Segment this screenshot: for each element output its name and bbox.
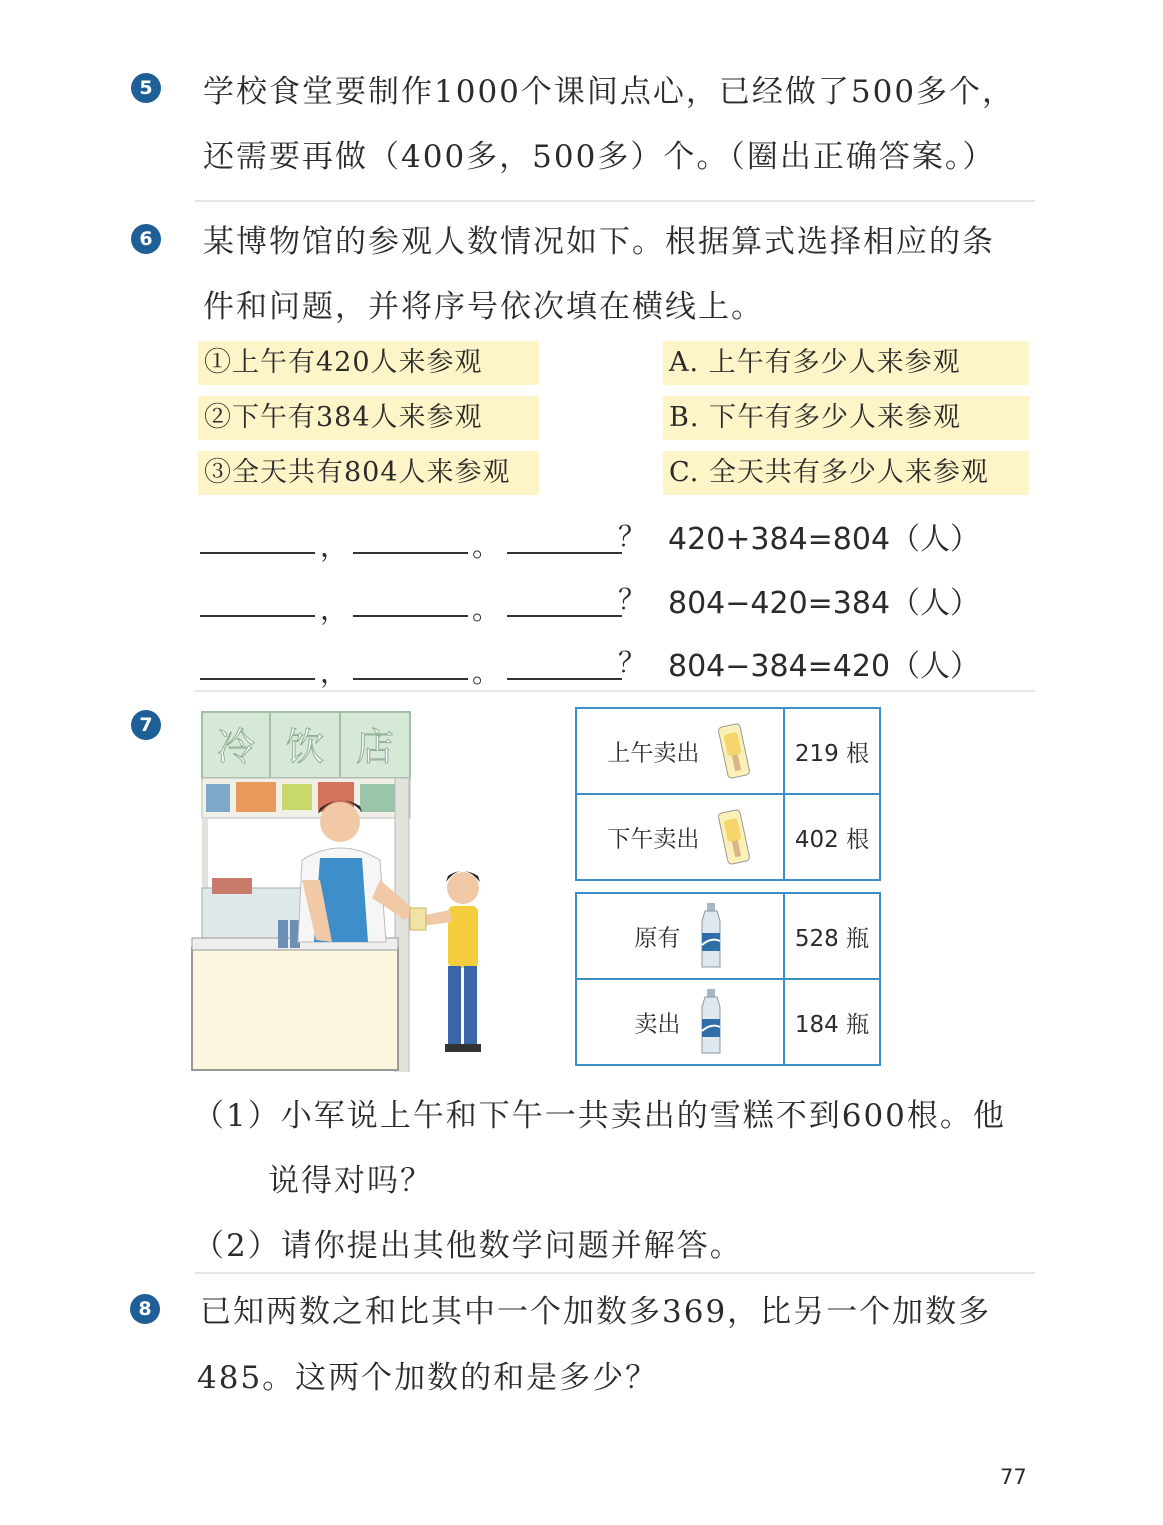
answer-blank[interactable] <box>507 615 622 617</box>
table-row <box>576 893 880 979</box>
question-b: B. 下午有多少人来参观 <box>663 396 1029 440</box>
question-5-line-1: 学校食堂要制作1000个课间点心，已经做了500多个， <box>203 74 1016 110</box>
equation-3: 804−384=420（人） <box>668 649 981 684</box>
ice-cream-bar-icon <box>715 721 753 781</box>
question-5-line-2: 还需要再做（400多，500多）个。（圈出正确答案。） <box>203 139 996 175</box>
value-cell: 402 根 <box>784 794 880 880</box>
answer-blank[interactable] <box>200 552 315 554</box>
row-label: 上午卖出 <box>607 740 700 767</box>
row-label: 卖出 <box>634 1011 681 1038</box>
shop-sign-char: 饮 <box>285 725 325 769</box>
question-a: A. 上午有多少人来参观 <box>663 341 1029 385</box>
divider <box>195 690 1035 692</box>
row-label: 下午卖出 <box>607 826 700 853</box>
equation-1: 420+384=804（人） <box>668 522 981 557</box>
answer-blank[interactable] <box>353 615 468 617</box>
answer-blank[interactable] <box>200 678 315 680</box>
water-bottle-icon <box>696 987 726 1057</box>
question-5-badge: 5 <box>131 73 161 103</box>
question-mark: ？ <box>618 520 647 553</box>
question-8-line-1: 已知两数之和比其中一个加数多369，比另一个加数多 <box>200 1294 992 1330</box>
divider <box>195 200 1035 202</box>
equation-2: 804−420=384（人） <box>668 586 981 621</box>
period: 。 <box>472 656 501 689</box>
question-6-badge: 6 <box>131 224 161 254</box>
shop-sign-char: 店 <box>355 725 395 769</box>
water-bottle-icon <box>696 901 726 971</box>
question-mark: ？ <box>618 583 647 616</box>
answer-blank[interactable] <box>353 552 468 554</box>
answer-blank[interactable] <box>507 678 622 680</box>
question-8-badge: 8 <box>130 1294 160 1324</box>
table-row <box>576 794 880 880</box>
value-cell: 184 瓶 <box>784 979 880 1065</box>
answer-blank[interactable] <box>507 552 622 554</box>
comma: ， <box>320 530 349 563</box>
condition-3: ③全天共有804人来参观 <box>198 451 539 495</box>
question-7-badge: 7 <box>131 710 161 740</box>
row-label: 原有 <box>634 925 681 952</box>
table-row <box>576 979 880 1065</box>
question-6-line-2: 件和问题，并将序号依次填在横线上。 <box>203 289 764 325</box>
question-c: C. 全天共有多少人来参观 <box>663 451 1029 495</box>
comma: ， <box>320 593 349 626</box>
cold-drink-shop-illustration <box>190 710 510 1072</box>
shop-sign-char: 冷 <box>216 725 256 769</box>
question-mark: ？ <box>618 646 647 679</box>
answer-blank[interactable] <box>200 615 315 617</box>
comma: ， <box>320 656 349 689</box>
ice-cream-sales-table <box>575 707 881 881</box>
condition-1: ①上午有420人来参观 <box>198 341 539 385</box>
answer-blank[interactable] <box>353 678 468 680</box>
period: 。 <box>472 593 501 626</box>
table-row <box>576 708 880 794</box>
question-7-sub-2: （2）请你提出其他数学问题并解答。 <box>193 1228 743 1264</box>
water-bottle-table <box>575 892 881 1066</box>
value-cell: 219 根 <box>784 708 880 794</box>
question-6-line-1: 某博物馆的参观人数情况如下。根据算式选择相应的条 <box>203 224 995 260</box>
ice-cream-bar-icon <box>715 807 753 867</box>
divider <box>195 1272 1035 1274</box>
page-number: 77 <box>1000 1465 1027 1489</box>
value-cell: 528 瓶 <box>784 893 880 979</box>
period: 。 <box>472 530 501 563</box>
condition-2: ②下午有384人来参观 <box>198 396 539 440</box>
question-8-line-2: 485。这两个加数的和是多少？ <box>197 1360 659 1396</box>
question-7-sub-1-line-2: 说得对吗？ <box>268 1163 433 1199</box>
question-7-sub-1-line-1: （1）小军说上午和下午一共卖出的雪糕不到600根。他 <box>193 1098 1006 1134</box>
